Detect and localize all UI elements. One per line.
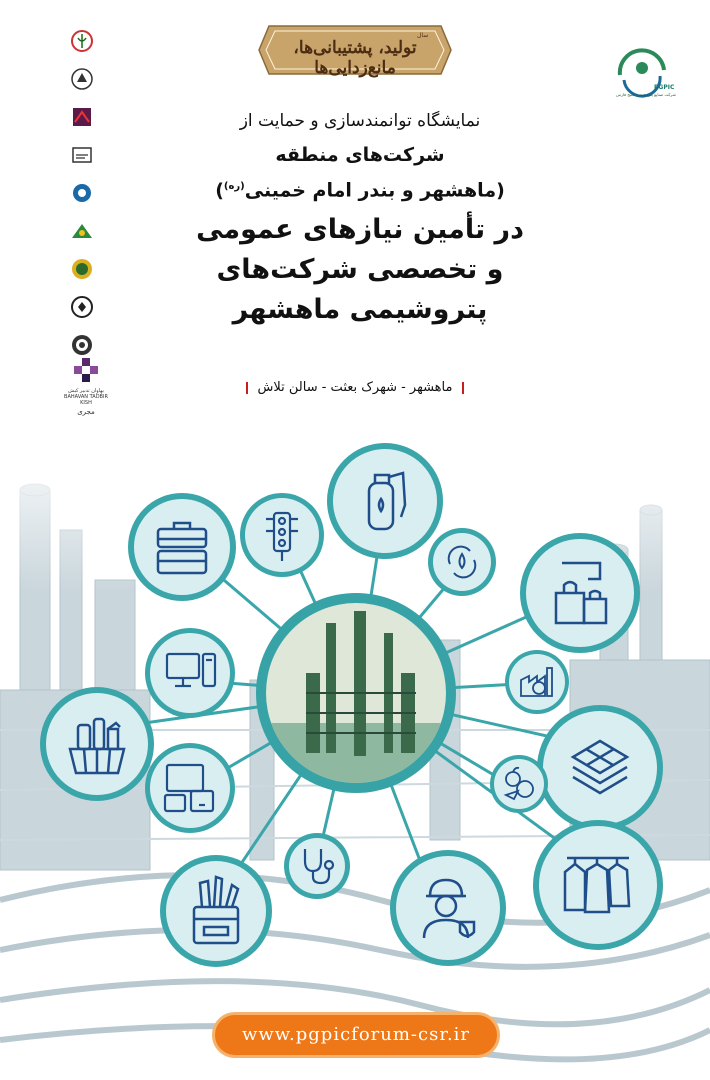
cleaning-supplies-node xyxy=(40,687,154,801)
organizer-name-en: BAHAVAN TADBIR KISH xyxy=(64,394,108,406)
slogan-banner xyxy=(257,24,453,76)
headline-intro: نمایشگاه توانمندسازی و حمایت از xyxy=(239,111,481,131)
tiles-layers-icon xyxy=(567,735,633,801)
pgpic-abbreviation: PGPIC xyxy=(654,84,675,91)
stationery-cup-icon xyxy=(184,873,248,949)
traffic-light-node xyxy=(240,493,324,577)
water-cycle-node xyxy=(428,528,496,596)
clothing-rack-icon xyxy=(563,850,633,920)
headline-main-line3: پتروشیمی ماهشهر xyxy=(232,294,488,326)
factory-globe-icon xyxy=(517,662,557,702)
refinery-hub-image xyxy=(266,603,446,783)
venue-bar-left xyxy=(246,382,248,394)
cleaning-basket-icon xyxy=(64,709,130,779)
fire-extinguisher-icon xyxy=(355,465,415,537)
sponsor-logo-column xyxy=(62,28,102,370)
foundation-logo-icon xyxy=(69,294,95,320)
chamber-logo-icon xyxy=(69,180,95,206)
cooperative-logo-icon xyxy=(69,218,95,244)
venue-line xyxy=(190,380,520,395)
slogan-year-label: سال xyxy=(417,32,429,39)
fruits-vegetables-icon xyxy=(500,765,538,803)
headline-region-close: ) xyxy=(215,179,224,202)
devices-icon xyxy=(161,761,219,815)
venue-bar-right xyxy=(462,382,464,394)
medical-node xyxy=(284,833,350,899)
stationery-node xyxy=(160,855,272,967)
province-logo-icon xyxy=(69,104,95,130)
traffic-light-icon xyxy=(260,507,304,563)
website-url[interactable]: www.pgpicforum-csr.ir xyxy=(241,1024,471,1045)
iran-emblem-icon xyxy=(69,28,95,54)
water-drop-cycle-icon xyxy=(442,542,482,582)
hse-worker-node xyxy=(390,850,506,966)
headline-main-line1: در تأمین نیازهای عمومی xyxy=(196,214,524,246)
ministry-emblem-icon xyxy=(69,66,95,92)
headline-block xyxy=(150,108,570,329)
factory-node xyxy=(505,650,569,714)
pgpic-company-name: شرکت صنایع پتروشیمی خلیج فارس xyxy=(616,92,676,97)
headline-region-honorific: (ره) xyxy=(223,181,245,192)
fire-extinguisher-node xyxy=(327,443,443,559)
organizer-block xyxy=(64,358,108,416)
organizer-logo-icon xyxy=(73,358,99,388)
organization-logo-icon xyxy=(69,142,95,168)
headline-region xyxy=(150,174,570,203)
headline-region-text: (ماهشهر و بندر امام خمینی xyxy=(244,179,505,202)
headline-companies: شرکت‌های منطقه xyxy=(275,144,445,166)
slogan-text: تولید، پشتیبانی‌ها، مانع‌زدایی‌ها xyxy=(293,38,417,78)
stethoscope-icon xyxy=(297,845,337,887)
website-pill[interactable] xyxy=(212,1012,500,1058)
toolbox-node xyxy=(128,493,236,601)
organizer-role: مجری xyxy=(77,408,95,416)
food-node xyxy=(490,755,548,813)
toolbox-icon xyxy=(152,515,212,579)
flooring-tiles-node xyxy=(537,705,663,831)
safety-worker-icon xyxy=(416,872,480,942)
emblem-logo-icon xyxy=(69,256,95,282)
shopping-node xyxy=(520,533,640,653)
venue-text: ماهشهر - شهرک بعثت - سالن تلاش xyxy=(257,380,453,395)
organizer-name-fa: بهاوان تدبیر کیش xyxy=(68,388,104,394)
clothing-node xyxy=(533,820,663,950)
headline-main-line2: و تخصصی شرکت‌های xyxy=(216,254,504,286)
seal-logo-icon xyxy=(69,332,95,358)
shopping-bags-icon xyxy=(548,559,614,629)
pgpic-logo-icon xyxy=(610,40,678,100)
desktop-computer-icon xyxy=(163,648,219,698)
computer-node xyxy=(145,628,235,718)
electronics-node xyxy=(145,743,235,833)
